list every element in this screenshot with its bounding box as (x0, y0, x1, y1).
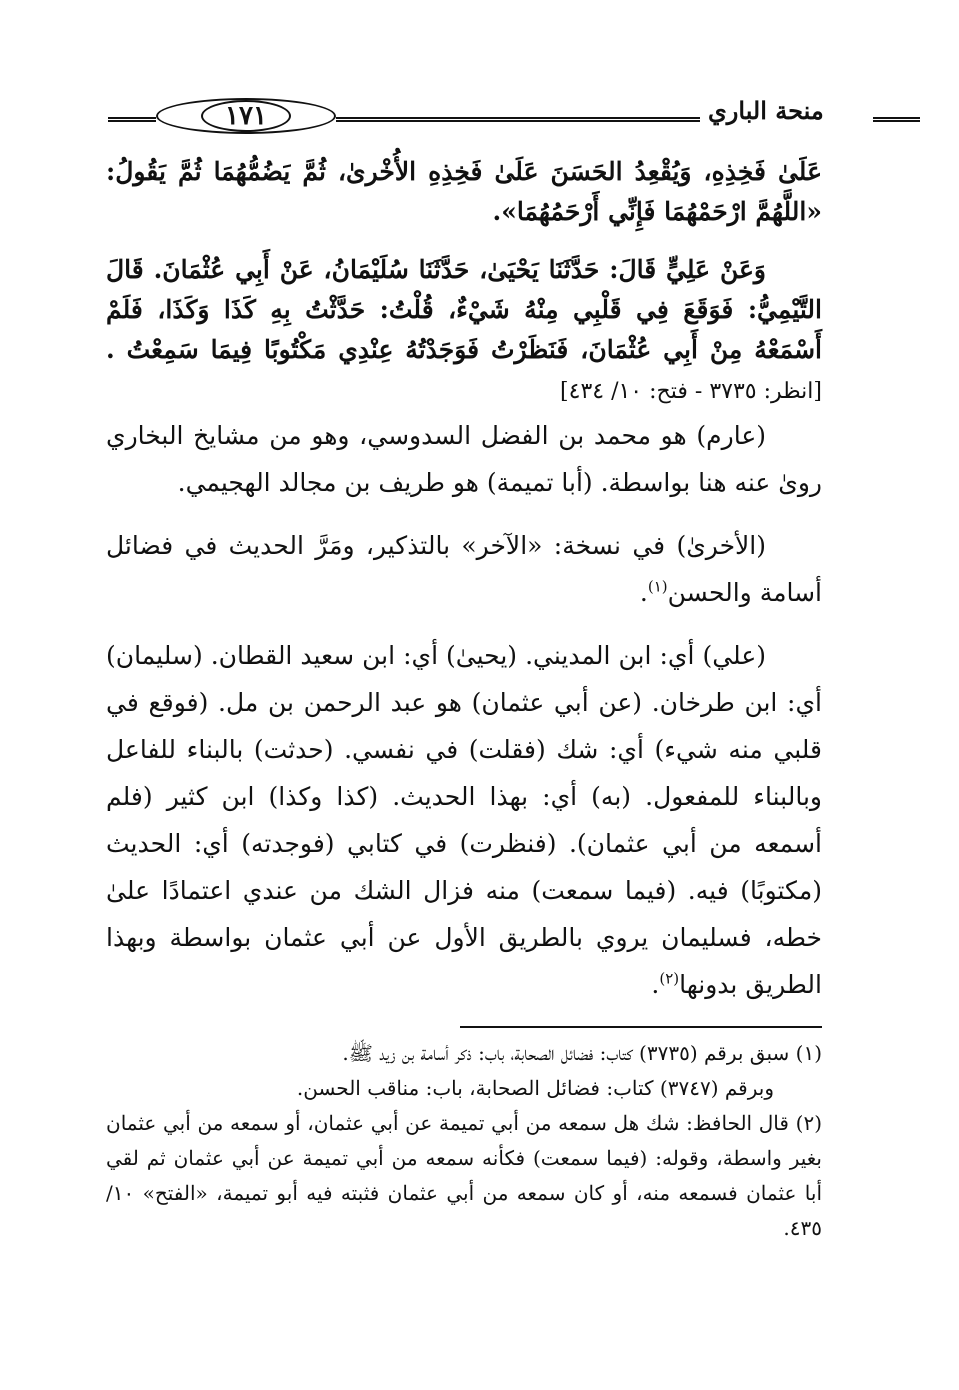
commentary-paragraph-2: (الأخرىٰ) في نسخة: «الآخر» بالتذكير، ومَرَّ الحديث في فضائل أسامة والحسن$^{(١)}$. (106, 531, 822, 607)
page-number: ١٧١ (201, 100, 291, 132)
footnote-2: (٢) قال الحافظ: شك هل سمعه من أبي تميمة عن أبي عثمان، أو سمعه من أبي عثمان بغير واسطة، وقوله: (فيما سمعت) فكأنه سمعه من أبي تميمة عن أبي عثمان ثم لقي أبا عثمان فسمعه منه، أو كان سمعه من أبي عثمان فثبته فيه أبو تميمة، «الفتح» ١٠/ ٤٣٥. (106, 1111, 823, 1240)
footnote-1: (١) سبق برقم (٣٧٣٥) كتاب: فضائل الصحابة، باب: ذكر أسامة بن زيد ﷺ. (342, 1041, 822, 1065)
footnote-ref-1[interactable]: (١) (647, 577, 668, 596)
hadith-reference: [انظر: ٣٧٣٥ - فتح: ١٠/ ٤٣٤] (560, 379, 822, 404)
hadith-paragraph-1: عَلَىٰ فَخِذِهِ، وَيُقْعِدُ الحَسَنَ عَلَىٰ فَخِذِهِ الأُخْرىٰ، ثُمَّ يَضُمُّهُمَا ثُمَّ يَقُولُ: «اللَّهُمَّ ارْحَمْهُمَا فَإِنِّي أَرْحَمُهُمَا». (106, 157, 822, 226)
commentary-text: (الأخرىٰ) في نسخة: «الآخر» بالتذكير، ومَرَّ الحديث في فضائل أسامة والحسن (106, 531, 822, 607)
main-text (106, 152, 822, 1024)
footnote-1-continued: وبرقم (٣٧٤٧) كتاب: فضائل الصحابة، باب: مناقب الحسن. (296, 1076, 774, 1100)
commentary-paragraph-1: (عارم) هو محمد بن الفضل السدوسي، وهو من مشايخ البخاري روىٰ عنه هنا بواسطة. (أبا تميمة) هو طريف بن مجالد الهجيمي. (106, 421, 822, 497)
commentary-paragraph-3: (علي) أي: ابن المديني. (يحيىٰ) أي: ابن سعيد القطان. (سليمان) أي: ابن طرخان. (عن أبي عثمان) هو عبد الرحمن بن مل. (فوقع في قلبي منه شيء) أي: شك (فقلت) في نفسي. (حدثت) بالبناء للفاعل وبالبناء للمفعول. (به) أي: بهذا الحديث. (كذا وكذا) ابن كثير (فلم أسمعه من أبي عثمان). (فنظرت) في كتابي (فوجدته) أي: الحديث (مكتوبًا) فيه. (فيما سمعت) منه فزال الشك من عندي اعتمادًا علىٰ خطه، فسليمان يروي بالطريق الأول عن أبي عثمان بواسطة وبهذا الطريق بدونها$^{(٢)}$. (106, 641, 822, 999)
footnotes (106, 1036, 822, 1246)
footnote-ref-2[interactable]: (٢) (659, 969, 680, 988)
header-rule-left (108, 117, 156, 126)
header-rule-right (873, 117, 920, 126)
hadith-text: وَعَنْ عَلِيٍّ قَالَ: حَدَّثَنَا يَحْيَىٰ، حَدَّثَنَا سُلَيْمَانُ، عَنْ أَبِي عُثْمَانَ. قَالَ التَّيْمِيُّ: فَوَقَعَ فِي قَلْبِي مِنْهُ شَيْءٌ، قُلْتُ: حَدَّثْتُ بِهِ كَذَا وَكَذَا، فَلَمْ أَسْمَعْهُ مِنْ أَبِي عُثْمَانَ، فَنَظَرْتُ فَوَجَدْتُهُ عِنْدِي مَكْتُوبًا فِيمَا سَمِعْتُ . (106, 255, 822, 364)
header-rule-middle (336, 117, 700, 126)
running-header (108, 88, 824, 144)
footnote-separator (460, 1026, 822, 1028)
book-title: منحة الباري (708, 96, 824, 125)
hadith-paragraph-2 (106, 250, 822, 412)
commentary-text: (علي) أي: ابن المديني. (يحيىٰ) أي: ابن سعيد القطان. (سليمان) أي: ابن طرخان. (عن أبي عثمان) هو عبد الرحمن بن مل. (فوقع في قلبي منه شيء) أي: شك (فقلت) في نفسي. (حدثت) بالبناء للفاعل وبالبناء للمفعول. (به) أي: بهذا الحديث. (كذا وكذا) ابن كثير (فلم أسمعه من أبي عثمان). (فنظرت) في كتابي (فوجدته) أي: الحديث (مكتوبًا) فيه. (فيما سمعت) منه فزال الشك من عندي اعتمادًا علىٰ خطه، فسليمان يروي بالطريق الأول عن أبي عثمان بواسطة وبهذا الطريق بدونها (106, 641, 822, 999)
commentary (106, 412, 822, 1008)
page-number-badge (156, 98, 336, 134)
